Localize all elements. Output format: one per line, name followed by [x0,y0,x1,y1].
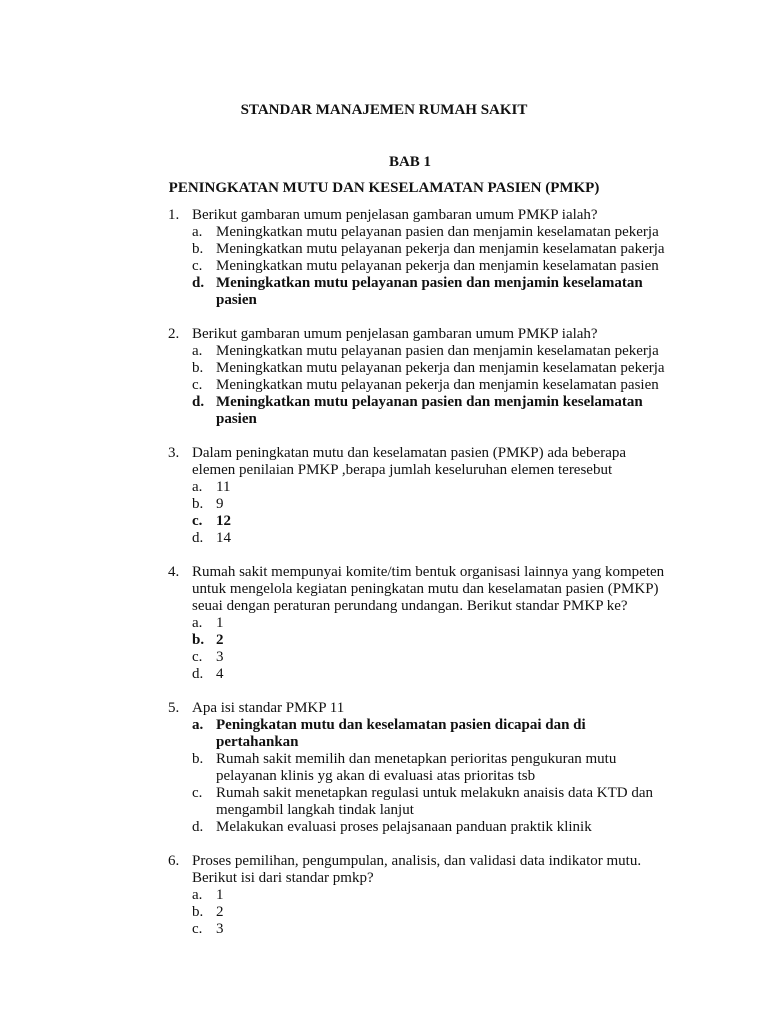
question-number: 1. [168,207,180,223]
answer-option [192,275,668,309]
option-text: Meningkatkan mutu pelayanan pasien dan menjamin keselamatan pasien [216,394,643,427]
option-text: Melakukan evaluasi proses pelajsanaan panduan praktik klinik [216,819,592,835]
question-text: Rumah sakit mempunyai komite/tim bentuk organisasi lainnya yang kompeten untuk mengelola kegiatan peningkatan mutu dan keselamatan pasien (PMKP) seuai dengan peraturan perundang undangan. Berikut standar PMKP ke? [192,564,665,614]
option-text: 12 [216,513,231,529]
answer-option [192,360,668,377]
answer-option [192,717,668,751]
option-text: Meningkatkan mutu pelayanan pekerja dan menjamin keselamatan pasien [216,377,659,393]
question-number: 3. [168,445,180,461]
option-letter: c. [192,258,203,274]
option-letter: a. [192,479,203,495]
option-text: Rumah sakit menetapkan regulasi untuk melakukn anaisis data KTD dan mengambil langkah tindak lanjut [216,785,653,818]
option-text: 11 [216,479,231,495]
answer-option [192,785,668,819]
option-letter: d. [192,530,204,546]
answer-option [192,615,668,632]
option-letter: c. [192,649,203,665]
question-text: Berikut gambaran umum penjelasan gambaran umum PMKP ialah? [192,326,598,342]
question-number: 4. [168,564,180,580]
option-letter: d. [192,666,204,682]
option-letter: a. [192,717,204,733]
option-text: Meningkatkan mutu pelayanan pasien dan menjamin keselamatan pasien [216,275,643,308]
question-text: Proses pemilihan, pengumpulan, analisis, dan validasi data indikator mutu. Berikut isi dari standar pmkp? [192,853,642,886]
question-item [168,445,668,547]
answer-options [192,717,668,836]
option-letter: d. [192,819,204,835]
answer-option [192,887,668,904]
option-letter: a. [192,615,203,631]
option-letter: b. [192,496,204,512]
answer-option [192,513,668,530]
option-text: 3 [216,649,224,665]
option-text: 2 [216,904,224,920]
question-item [168,853,668,938]
option-text: Meningkatkan mutu pelayanan pekerja dan menjamin keselamatan pasien [216,258,659,274]
option-letter: b. [192,632,205,648]
question-text: Berikut gambaran umum penjelasan gambaran umum PMKP ialah? [192,207,598,223]
question-text: Dalam peningkatan mutu dan keselamatan pasien (PMKP) ada beberapa elemen penilaian PMKP ,berapa jumlah keseluruhan elemen teresebut [192,445,627,478]
option-letter: a. [192,887,203,903]
answer-option [192,530,668,547]
option-text: Meningkatkan mutu pelayanan pasien dan menjamin keselamatan pekerja [216,224,659,240]
answer-option [192,224,668,241]
answer-option [192,479,668,496]
question-item [168,207,668,309]
section-subtitle: PENINGKATAN MUTU DAN KESELAMATAN PASIEN (PMKP) [168,180,600,196]
question-list [168,207,668,955]
option-text: Meningkatkan mutu pelayanan pekerja dan menjamin keselamatan pekerja [216,360,665,376]
answer-option [192,921,668,938]
answer-option [192,819,668,836]
option-letter: d. [192,275,205,291]
answer-options [192,887,668,938]
option-text: Rumah sakit memilih dan menetapkan perioritas pengukuran mutu pelayanan klinis yg akan di evaluasi atas prioritas tsb [216,751,617,784]
option-text: 4 [216,666,224,682]
answer-option [192,904,668,921]
answer-option [192,496,668,513]
answer-option [192,241,668,258]
answer-option [192,258,668,275]
question-item [168,326,668,428]
option-letter: c. [192,377,203,393]
answer-options [192,479,668,547]
option-text: 2 [216,632,224,648]
option-letter: a. [192,224,203,240]
option-text: 3 [216,921,224,937]
option-letter: b. [192,360,204,376]
option-text: Meningkatkan mutu pelayanan pekerja dan menjamin keselamatan pakerja [216,241,665,257]
option-text: 14 [216,530,231,546]
answer-option [192,751,668,785]
option-letter: c. [192,513,203,529]
question-number: 2. [168,326,180,342]
document-title: STANDAR MANAJEMEN RUMAH SAKIT [240,102,528,118]
answer-options [192,224,668,309]
option-letter: c. [192,785,203,801]
answer-option [192,377,668,394]
answer-option [192,394,668,428]
answer-options [192,615,668,683]
question-item [168,700,668,836]
option-text: Peningkatan mutu dan keselamatan pasien dicapai dan di pertahankan [216,717,586,750]
option-text: 9 [216,496,224,512]
option-text: 1 [216,615,224,631]
question-number: 5. [168,700,180,716]
option-letter: b. [192,241,204,257]
option-letter: a. [192,343,203,359]
question-text: Apa isi standar PMKP 11 [192,700,345,716]
answer-option [192,649,668,666]
option-letter: b. [192,751,204,767]
answer-option [192,666,668,683]
chapter-heading: BAB 1 [388,154,432,170]
option-text: Meningkatkan mutu pelayanan pasien dan menjamin keselamatan pekerja [216,343,659,359]
option-letter: c. [192,921,203,937]
answer-options [192,343,668,428]
answer-option [192,632,668,649]
answer-option [192,343,668,360]
option-letter: b. [192,904,204,920]
option-letter: d. [192,394,205,410]
question-number: 6. [168,853,180,869]
question-item [168,564,668,683]
option-text: 1 [216,887,224,903]
